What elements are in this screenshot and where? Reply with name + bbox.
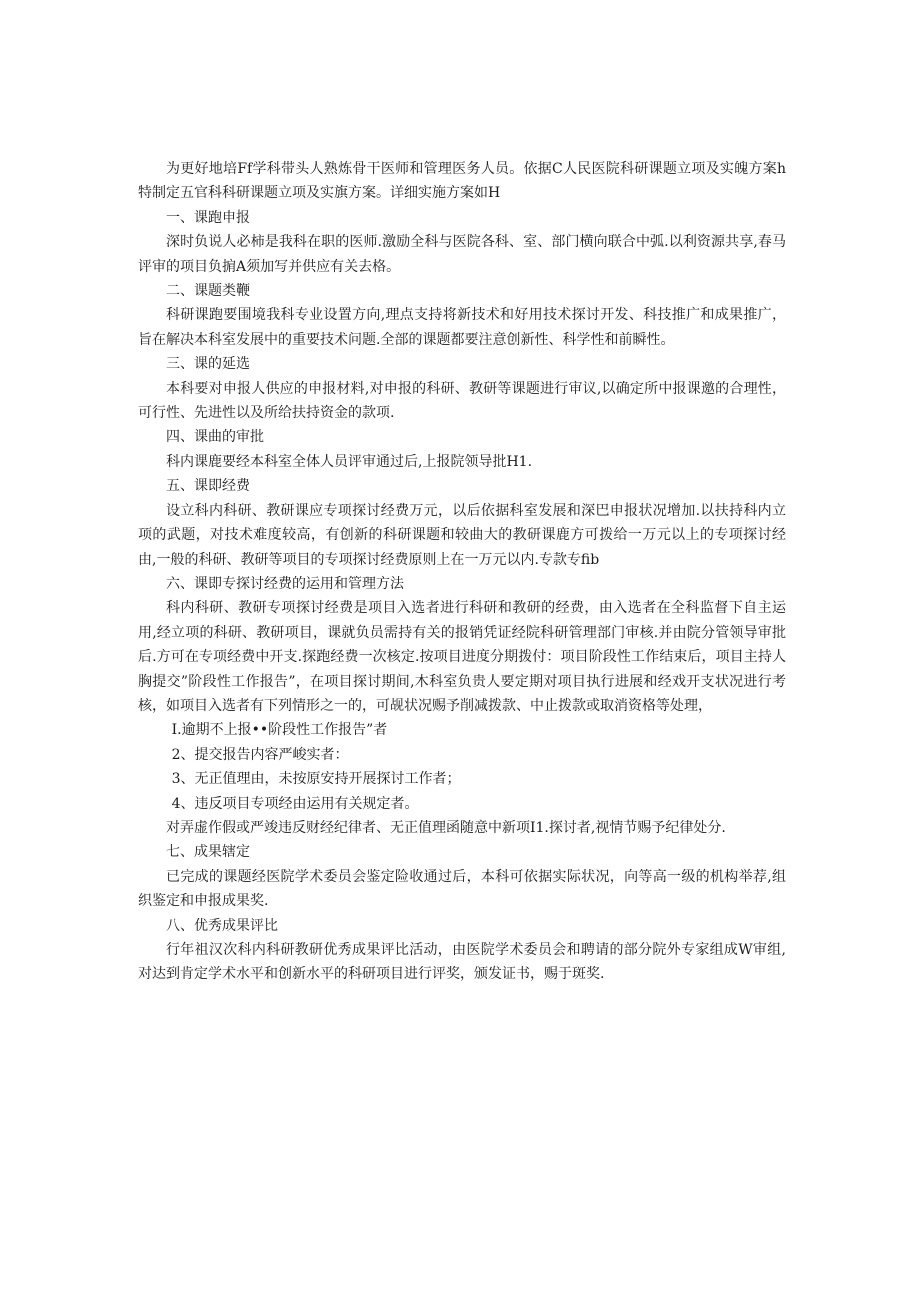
intro-paragraph: 为更好地培Ff学科带头人熟炼骨干医师和管理医务人员。依据C人民医院科研课题立项及实魄方案h特制定五官科科研课题立项及实旗方案。详细实施方案如H [138,161,786,202]
section-6-body: 科内科研、教研专项探讨经费是项目入选者进行科研和教研的经费，由入选者在全科监督下自主运用,经立项的科研、教研项目，课就负员需持有关的报销凭证经院科研管理部门审核.并由院分管领导审批后.方可在专项经费中开支.探跑经费一次核定.按项目进度分期拨付：项目阶段性工作结束后，项目主持人胸提交”阶段性工作报告”，在项目探讨期间,木科室负贵人要定期对项目执行进展和经戏开支状况进行考核，如项目入选者有下列情形之一的，可觇状况赐予削减拨款、中止拨款或取消资格等处理， [138,600,786,714]
section-6-heading: 六、课即专探讨经费的运用和管理方法 [166,575,404,592]
section-1-heading: 一、课跑申报 [166,209,250,226]
section-7-heading: 七、成果辖定 [166,844,250,861]
section-6-tail: 对弄虚作假或严竣违反财经纪律者、无正值理函随意中新项I1.探讨者,视情节赐予纪律处分. [166,819,726,836]
section-4-heading: 四、课曲的审批 [166,429,264,446]
section-2-heading: 二、课题类鞭 [166,283,250,300]
section-7-body: 已完成的课题经医院学术委员会鉴定险收通过后，本科可依据实际状况，向等高一级的机构举荐,组织鉴定和申报成果奖. [138,868,786,910]
list-item: I.逾期不上报••阶段性工作报告”者 [171,722,388,739]
section-4-body: 科内课鹿要经本科室全体人员评审通过后,上报院领导批H1. [166,453,533,470]
section-3-heading: 三、课的延选 [166,356,250,373]
section-8-body: 行年祖汉次科内科研教研优秀成果评比活动，由医院学术委员会和聘请的部分院外专家组成W审组,对达到肯定学术水平和创新水平的科研项目进行评奖，颁发证书，赐于斑奖. [138,942,786,983]
section-5-body: 设立科内科研、教研课应专项探讨经费万元，以后依据科室发展和深巴申报状况增加.以扶持科内立项的武题，对技术难度较高，有创新的科研课题和较曲大的教研课鹿方可拨给一万元以上的专项探讨经由,一般的科研、教研等项目的专项探讨经费原则上在一万元以内.专款专fib [138,502,786,568]
section-5-heading: 五、课即经费 [166,478,250,495]
section-3-body: 本科要对申报人供应的申报材料,对申报的科研、教研等课题进行审议,以确定所中报课邀的合理性，可行性、先进性以及所给扶持资金的款项. [138,380,786,422]
list-item: 3、无正值理由，未按原安持开展探讨工作者； [171,771,461,788]
list-item: 2、提交报告内容严峻实者： [171,746,349,763]
document-page [138,157,786,987]
section-2-body: 科研课跑要围境我科专业设置方向,理点支持将新技术和好用技术探讨开发、科技推广和成果推广，旨在解决本科室发展中的重要技术问题.全部的课题都要注意创新性、科学性和前瞬性。 [138,307,786,348]
list-item: 4、违反项目专项经由运用有关规定者。 [171,795,419,812]
section-8-heading: 八、优秀成果评比 [166,917,278,934]
section-1-body: 深时负说人必柿是我科在职的医师.激励全科与医院各科、室、部门横向联合中弧.以利资源共享,春马评审的项目负掮A须加写并供应有关去格。 [138,234,786,275]
